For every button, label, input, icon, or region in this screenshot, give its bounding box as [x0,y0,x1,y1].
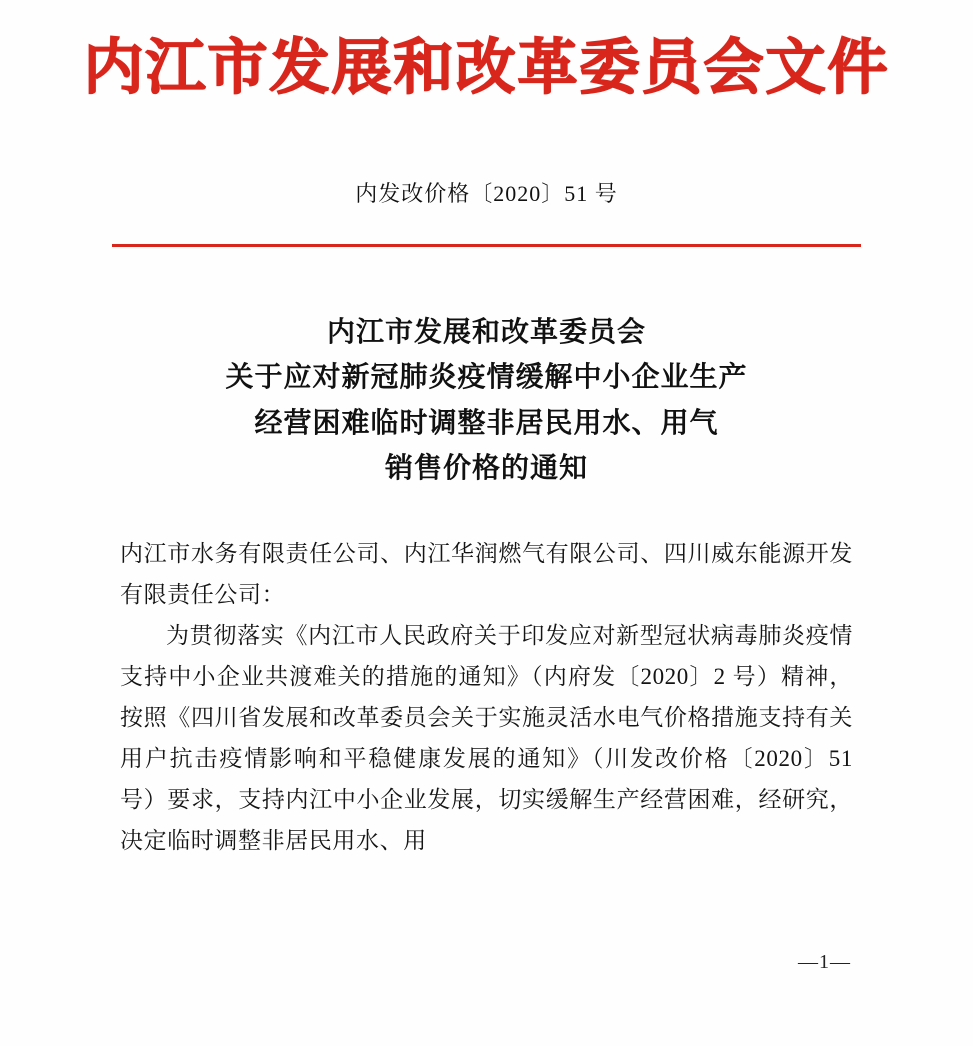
recipients-line: 内江市水务有限责任公司、内江华润燃气有限公司、四川威东能源开发有限责任公司： [120,541,853,608]
title-line-3: 经营困难临时调整非居民用水、用气 [254,405,719,439]
title-line-1: 内江市发展和改革委员会 [326,315,646,348]
masthead-title: 内江市发展和改革委员会文件 [83,33,890,103]
document-body [120,534,853,862]
document-title [0,309,973,490]
document-number: 内发改价格〔2020〕51 号 [355,181,618,206]
title-line-4: 销售价格的通知 [384,451,588,485]
red-divider-rule [112,244,861,247]
title-line-2: 关于应对新冠肺炎疫情缓解中小企业生产 [225,360,748,394]
page-number: —1— [798,951,851,973]
body-paragraph-1: 为贯彻落实《内江市人民政府关于印发应对新型冠状病毒肺炎疫情 支持中小企业共渡难关的措施的通知》（内府发〔2020〕2 号）精神，按照《四川省发展和改革委员会关于实施灵活水电气价格措施支持有关用户抗击疫情影响和平稳健康发展的通知》（川发改价格〔2020〕51 号）要求，支持内江中小企业发展，切实缓解生产经营困难，经研究，决定临时调整非居民用水、用 [120,623,853,853]
